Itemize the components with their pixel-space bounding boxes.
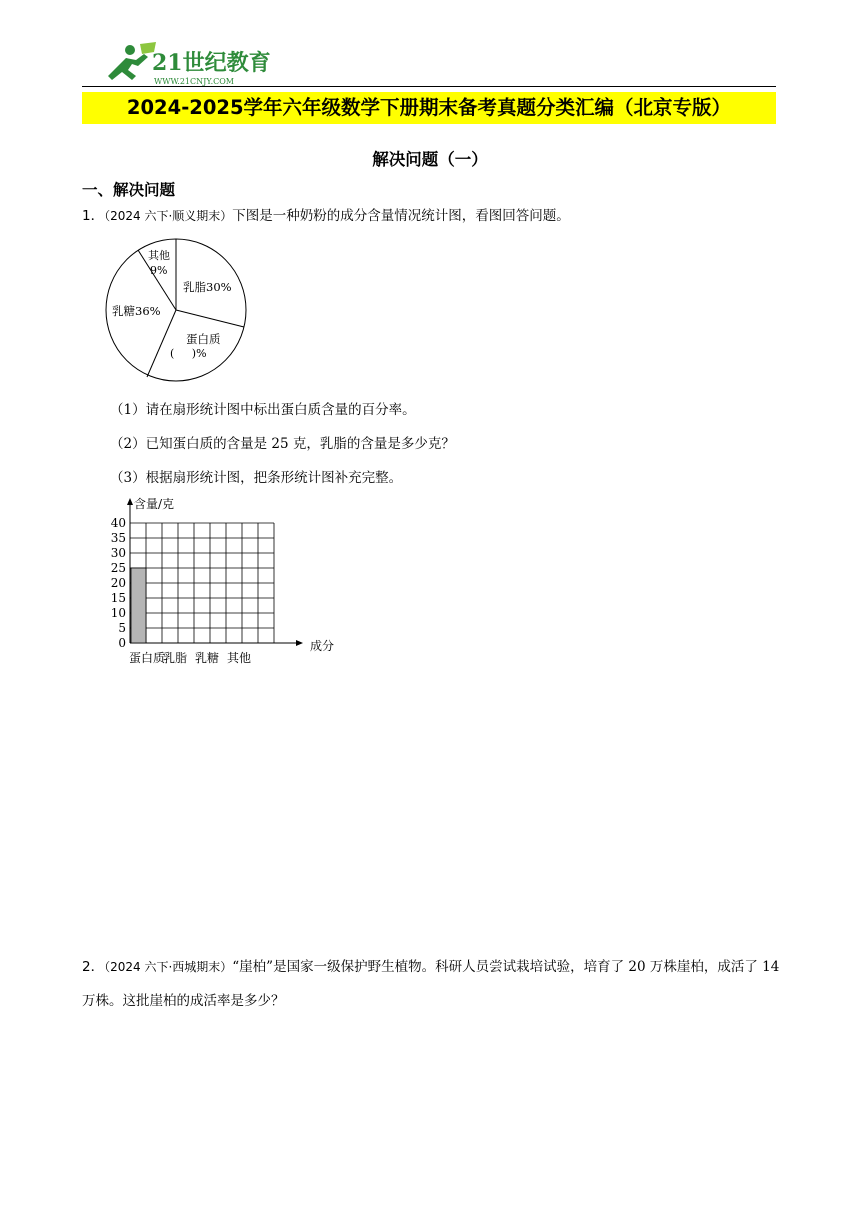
document-subtitle: 解决问题（一） bbox=[372, 150, 488, 169]
pie-label-lactose: 乳糖36% bbox=[112, 304, 161, 318]
question-1 bbox=[82, 206, 570, 226]
pie-label-other-name: 其他 bbox=[148, 249, 170, 262]
pie-chart bbox=[104, 237, 248, 383]
y-tick-label: 25 bbox=[110, 561, 126, 575]
runner-icon bbox=[108, 42, 156, 80]
y-tick-label: 15 bbox=[110, 591, 126, 605]
logo-text: 21世纪教育 bbox=[152, 50, 271, 76]
document-title: 2024-2025学年六年级数学下册期末备考真题分类汇编（北京专版） bbox=[126, 96, 732, 119]
y-tick-label: 10 bbox=[110, 606, 126, 620]
bar-categories bbox=[129, 650, 251, 665]
x-axis-arrow bbox=[296, 640, 303, 646]
y-tick-label: 20 bbox=[110, 576, 126, 590]
pie-label-fat: 乳脂30% bbox=[183, 280, 232, 294]
x-axis-label: 成分 bbox=[310, 639, 335, 653]
section-heading: 一、解决问题 bbox=[82, 181, 176, 199]
x-category-label: 蛋白质 bbox=[129, 651, 166, 665]
y-tick-label: 30 bbox=[110, 546, 126, 560]
question-text: 下图是一种奶粉的成分含量情况统计图，看图回答问题。 bbox=[232, 208, 570, 224]
question-1-part-1: （1）请在扇形统计图中标出蛋白质含量的百分率。 bbox=[110, 402, 416, 418]
y-tick-label: 35 bbox=[110, 531, 126, 545]
question-source: （2024 六下·西城期末） bbox=[104, 960, 233, 974]
logo-url-text: WWW.21CNJY.COM bbox=[154, 77, 234, 86]
pie-label-protein-pct: ( )% bbox=[170, 347, 207, 360]
bar-grid bbox=[130, 523, 274, 643]
question-source: （2024 六下·顺义期末） bbox=[104, 209, 233, 223]
y-tick-label: 40 bbox=[110, 516, 126, 530]
bar-axes bbox=[127, 498, 303, 646]
x-category-label: 乳脂 bbox=[163, 651, 188, 665]
logo bbox=[104, 40, 274, 88]
bar-ticks bbox=[111, 516, 126, 650]
y-tick-label: 0 bbox=[118, 636, 126, 650]
header-rule bbox=[82, 86, 776, 87]
x-category-label: 其他 bbox=[227, 651, 252, 665]
question-1-part-2: （2）已知蛋白质的含量是 25 克，乳脂的含量是多少克？ bbox=[110, 436, 455, 452]
question-number: 1． bbox=[82, 208, 105, 224]
pie-label-other-pct: 9% bbox=[150, 264, 168, 277]
bar-marks bbox=[131, 568, 146, 643]
y-tick-label: 5 bbox=[118, 621, 126, 635]
bar-chart bbox=[104, 492, 350, 672]
question-1-part-3: （3）根据扇形统计图，把条形统计图补充完整。 bbox=[110, 470, 403, 486]
question-text: “崖柏”是国家一级保护野生植物。科研人员尝试栽培试验，培育了 20 万株崖柏，成活了 14 万株。这批崖柏的成活率是多少？ bbox=[82, 959, 780, 1009]
y-axis-label: 含量/克 bbox=[134, 497, 175, 511]
y-axis-arrow bbox=[127, 498, 133, 505]
x-category-label: 乳糖 bbox=[195, 651, 220, 665]
bar bbox=[131, 568, 146, 643]
question-number: 2． bbox=[82, 959, 105, 975]
question-2 bbox=[82, 950, 782, 1018]
pie-label-protein-name: 蛋白质 bbox=[186, 332, 221, 346]
